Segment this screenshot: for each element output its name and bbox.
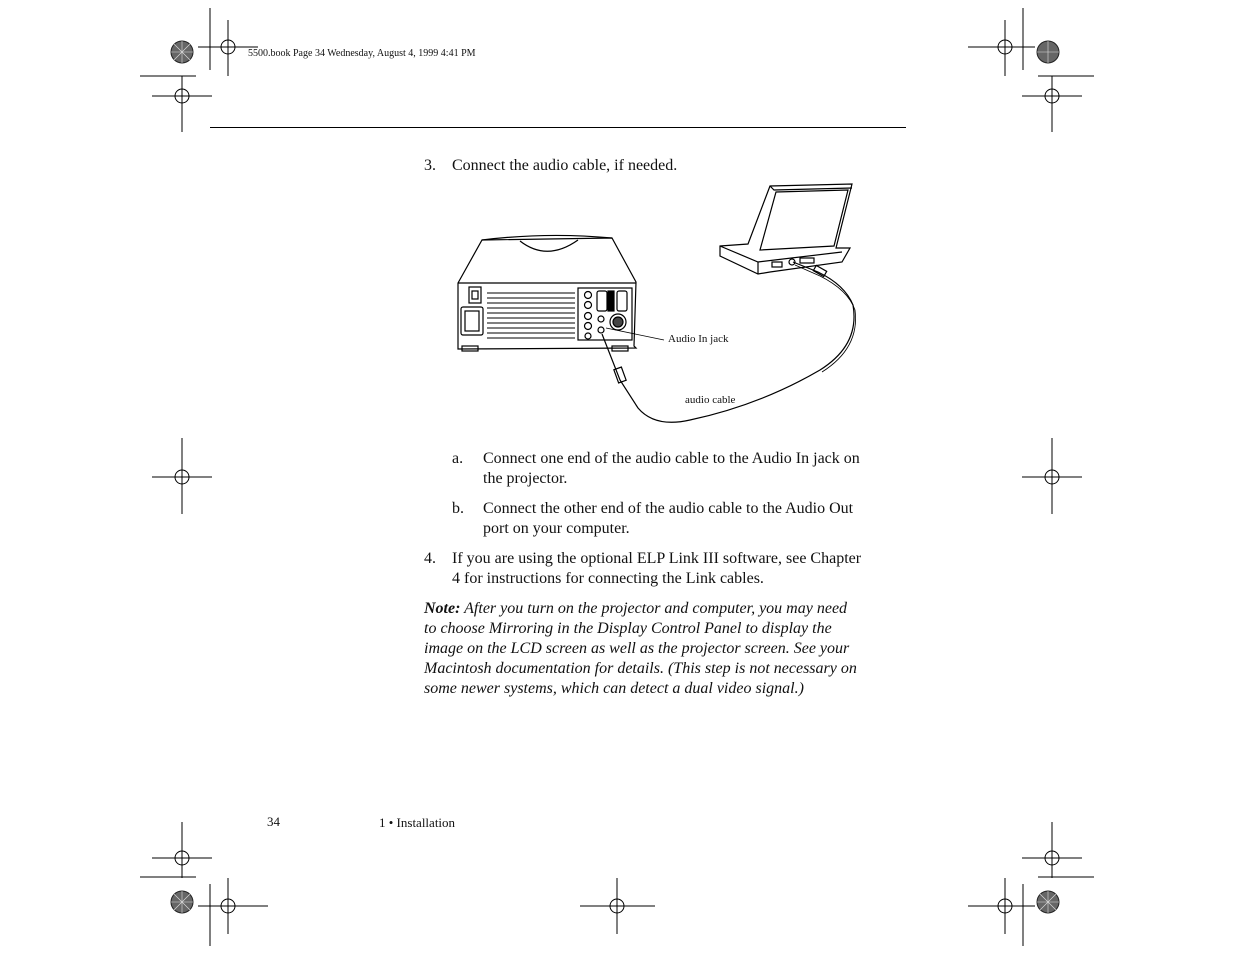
note-line1: After you turn on the projector and computer, you may need	[464, 600, 848, 617]
chapter-footer: 1 • Installation	[379, 815, 456, 830]
step-3a-line2: the projector.	[483, 470, 568, 487]
audio-cable-label: audio cable	[685, 394, 736, 406]
step-3b	[452, 499, 912, 541]
step-4-line1: If you are using the optional ELP Link III software, see Chapter	[452, 550, 862, 567]
header-meta: 5500.book Page 34 Wednesday, August 4, 1999 4:41 PM	[248, 48, 476, 59]
note-line3: image on the LCD screen as well as the projector screen. See your	[424, 640, 850, 657]
step-3-text: Connect the audio cable, if needed.	[452, 157, 678, 174]
page-number: 34	[267, 814, 280, 829]
step-4	[424, 549, 914, 591]
step-3a-line1: Connect one end of the audio cable to the Audio In jack on	[483, 450, 860, 467]
step-4-number: 4.	[424, 550, 436, 567]
step-3a-letter: a.	[452, 450, 464, 467]
step-3a	[452, 449, 912, 491]
step-3b-line2: port on your computer.	[483, 520, 630, 537]
note-line2: to choose Mirroring in the Display Control Panel to display the	[424, 620, 832, 637]
note-label: Note:	[424, 600, 461, 617]
audio-in-jack-label: Audio In jack	[668, 333, 729, 345]
laptop	[720, 184, 852, 274]
step-4-line2: 4 for instructions for connecting the Link cables.	[452, 570, 764, 587]
note-line4: Macintosh documentation for details. (This step is not necessary on	[424, 660, 857, 677]
step-3b-line1: Connect the other end of the audio cable to the Audio Out	[483, 500, 854, 517]
step-3-number: 3.	[424, 157, 436, 174]
note-block	[424, 599, 914, 701]
step-3b-letter: b.	[452, 500, 464, 517]
note-line5: some newer systems, which can detect a dual video signal.)	[424, 680, 804, 697]
